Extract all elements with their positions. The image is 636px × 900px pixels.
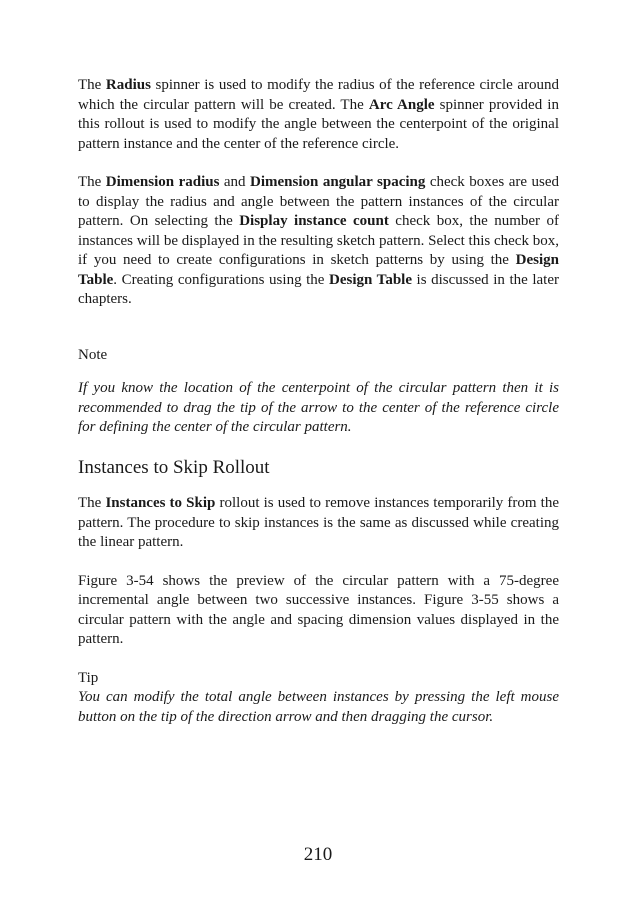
bold-term-display-instance-count: Display instance count bbox=[239, 213, 389, 229]
tip-label: Tip bbox=[78, 669, 99, 686]
figure-reference-paragraph: Figure 3-54 shows the preview of the circular pattern with a 75-degree incremental angle between two successive instances. Figure 3-55 shows a circular pattern with the angle and spacing dimension values displayed in the pattern. bbox=[78, 572, 559, 648]
bold-term-dimension-radius: Dimension radius bbox=[105, 174, 220, 190]
text-run: rollout is used to remove instances temporarily from the pattern. The procedure to skip instances is the same as discussed while creating the linear pattern. bbox=[78, 495, 559, 551]
bold-term-instances-to-skip: Instances to Skip bbox=[105, 495, 216, 512]
text-run: is discussed in the later chapters. bbox=[78, 271, 559, 307]
text-run: spinner is used to modify the radius of the reference circle around which the circular pattern will be created. The bbox=[78, 77, 559, 113]
note-text: If you know the location of the centerpoint of the circular pattern then it is recommended to drag the tip of the arrow to the center of the reference circle for defining the center of the circular pattern. bbox=[78, 380, 559, 435]
bold-term-arc-angle: Arc Angle bbox=[368, 96, 435, 113]
text-run: The bbox=[78, 495, 106, 512]
page-content bbox=[78, 76, 559, 727]
radius-paragraph bbox=[78, 76, 559, 154]
text-run: check box, the number of instances will be displayed in the resulting sketch pattern. Select this check box, if you need to create configurations in sketch patterns by using the bbox=[78, 213, 559, 268]
dimension-paragraph bbox=[78, 173, 559, 310]
text-run: and bbox=[219, 174, 251, 190]
text-run: check boxes are used to display the radius and angle between the pattern instances of the circular pattern. On selecting the bbox=[78, 174, 559, 229]
text-run: spinner provided in this rollout is used to modify the angle between the centerpoint of the original pattern instance and the center of the reference circle. bbox=[78, 96, 559, 152]
text-run: The bbox=[78, 174, 106, 190]
bold-term-radius: Radius bbox=[105, 77, 151, 93]
note-label: Note bbox=[78, 346, 108, 363]
tip-text: You can modify the total angle between instances by pressing the left mouse button on the tip of the direction arrow and then dragging the cursor. bbox=[78, 689, 559, 725]
page-number: 210 bbox=[303, 844, 333, 865]
text-run: The bbox=[78, 77, 106, 93]
section-heading: Instances to Skip Rollout bbox=[78, 456, 270, 478]
text-run: . Creating configurations using the bbox=[113, 271, 330, 288]
bold-term-design-table: Design Table bbox=[329, 271, 412, 288]
bold-term-design-table: Design Table bbox=[78, 252, 559, 288]
bold-term-dimension-angular-spacing: Dimension angular spacing bbox=[250, 174, 426, 190]
instances-to-skip-paragraph bbox=[78, 494, 559, 553]
